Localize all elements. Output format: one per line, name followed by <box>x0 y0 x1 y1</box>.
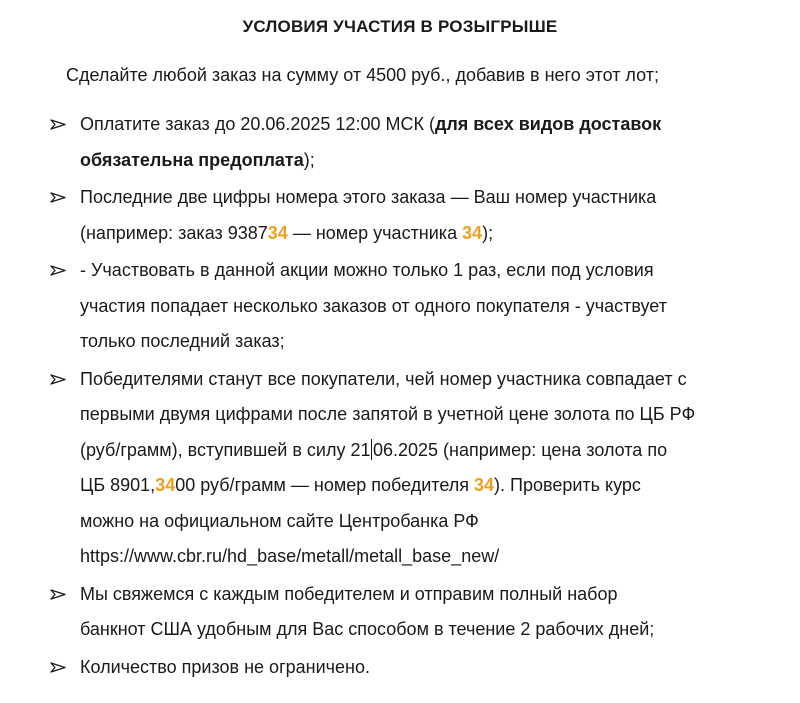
arrowhead-bullet-icon <box>50 253 72 288</box>
arrowhead-bullet-icon <box>50 577 72 612</box>
item-line: только последний заказ; <box>80 331 285 351</box>
list-item <box>0 577 800 648</box>
item-text: 06.2025 (например: цена золота по <box>372 439 668 460</box>
item-line: Количество призов не ограничено. <box>80 656 370 677</box>
list-item <box>0 180 800 251</box>
item-line <box>80 107 770 143</box>
bold-text: обязательна предоплата <box>80 149 304 170</box>
item-line: первыми двумя цифрами после запятой в учетной цене золота по ЦБ РФ <box>80 404 696 424</box>
item-line <box>80 433 770 469</box>
bold-text: для всех видов доставок <box>434 114 662 134</box>
item-text: 00 руб/грамм — номер победителя <box>175 475 474 495</box>
item-text: ); <box>482 222 494 243</box>
highlight-number: 34 <box>462 222 483 243</box>
conditions-list <box>0 107 800 685</box>
cbr-url-text: https://www.cbr.ru/hd_base/metall/metall_base_new/ <box>80 546 500 566</box>
item-line: можно на официальном сайте Центробанка РФ <box>80 510 479 531</box>
item-line: - Участвовать в данной акции можно только 1 раз, если под условия <box>80 260 654 280</box>
list-item <box>0 253 800 360</box>
item-line <box>80 468 770 504</box>
item-line <box>80 143 770 179</box>
item-text: Оплатите заказ до 20.06.2025 12:00 МСК ( <box>80 114 435 134</box>
item-line: банкнот США удобным для Вас способом в течение 2 рабочих дней; <box>80 619 655 639</box>
item-line <box>80 216 770 252</box>
arrowhead-bullet-icon <box>50 650 72 685</box>
item-line: участия попадает несколько заказов от одного покупателя - участвует <box>80 295 667 316</box>
item-text: ). Проверить курс <box>494 475 641 495</box>
item-text: ЦБ 8901, <box>80 475 156 495</box>
page-title: УСЛОВИЯ УЧАСТИЯ В РОЗЫГРЫШЕ <box>242 17 558 36</box>
list-item <box>0 362 800 575</box>
list-item <box>0 107 800 178</box>
item-line: Победителями станут все покупатели, чей номер участника совпадает с <box>80 368 687 389</box>
intro-text: Сделайте любой заказ на сумму от 4500 руб., добавив в него этот лот; <box>66 65 659 85</box>
item-text: — номер участника <box>287 222 463 243</box>
item-line: Последние две цифры номера этого заказа — Ваш номер участника <box>80 187 657 207</box>
highlight-number: 34 <box>267 222 288 243</box>
arrowhead-bullet-icon <box>50 180 72 215</box>
highlight-number: 34 <box>474 475 495 495</box>
highlight-number: 34 <box>155 475 176 495</box>
item-text: (например: заказ 9387 <box>80 222 268 243</box>
item-line: Мы свяжемся с каждым победителем и отправим полный набор <box>80 583 618 604</box>
list-item <box>0 650 800 686</box>
item-text: (руб/грамм), вступившей в силу 21 <box>80 439 371 460</box>
item-text: ); <box>303 149 315 170</box>
arrowhead-bullet-icon <box>50 362 72 397</box>
arrowhead-bullet-icon <box>50 107 72 142</box>
